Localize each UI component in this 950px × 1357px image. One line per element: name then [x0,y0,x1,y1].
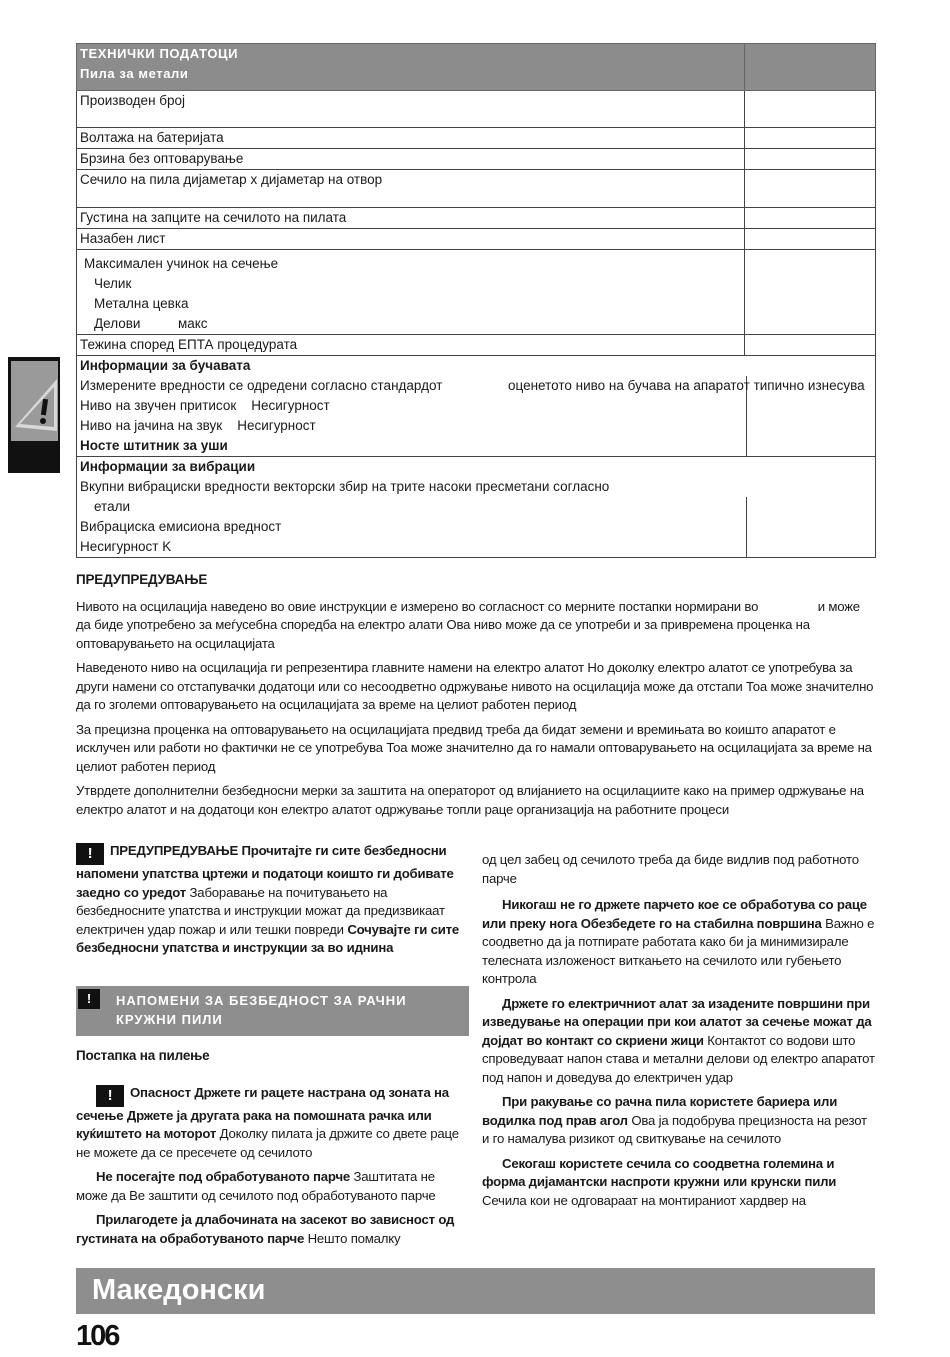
value-cell [745,229,876,250]
warning-text: може да биде употребено за меѓусебна споредба на електро алати Ова ниво може да се употреби и за привремена проценка на оптоварувањето на осцилацијата [76,598,860,651]
warning-icon: ! [76,843,104,865]
safety-warning-bold: ПРЕДУПРЕДУВАЊЕ Прочитајте ги сите безбедносни напомени упатства цртежи и податоци коишто ги добивате заедно со уредот [76,843,454,900]
warning-paragraph: Утврдете дополнителни безбедносни мерки за заштита на операторот од влијанието на осцилациите како на пример одржување на електро алатот и на додатоци кон електро алатот одржување топли раце организација на работните процеси [76,783,864,817]
warning-paragraph [76,598,876,654]
table-row [77,229,876,250]
warning-text: Нивото на осцилација наведено во овие инструкции е измерено во согласност со мерните постапки нормирани во [76,598,759,614]
side-tab-panel [11,361,58,441]
value-cell [745,91,876,128]
insulated-paragraph [482,995,875,1088]
warning-paragraph: Наведеното ниво на осцилација ги репрезентира главните намени на електро алатот Но доколку електро алатот се употребува за други намени со отстапувачки додатоци или со несоодветно одржување нивото на осцилација може да отстапи Тоа може значително да го зголеми оптоварувањето на осцилацијата за време на целиот работен период [76,660,874,712]
row-label: Производен број [77,91,745,128]
noise-info-cell [77,356,876,457]
blade-bold: Секогаш користете сечила со соодветна големина и форма дијамантски наспроти кружни или крунски пили [482,1155,837,1189]
table-row [77,335,876,356]
language-label: Македонски [92,1274,266,1306]
row-label: Делови макс [94,316,208,331]
sound-pressure-label: Ниво на звучен притисок Несигурност [80,398,330,413]
procedure-heading: Постапка на пилење [76,1048,210,1063]
vibration-total: Вкупни вибрациски вредности векторски збир на трите насоки пресметани согласно [80,479,610,494]
value-cell [745,170,876,208]
value-cell [745,128,876,149]
warning-icon: ! [96,1085,124,1107]
under-text: Заштитата не може да Ве заштити од сечилото под обработуваното парче [76,1169,436,1203]
table-row [77,170,876,208]
continued-text: од цел забец од сечилото треба да биде видлив под работното парче [482,852,859,886]
row-label: Назабен лист [77,229,745,250]
under-paragraph [76,1168,464,1205]
rip-fence-text: Ова ја подобрува прецизноста на резот и го намалува ризикот од свиткување на сечилото [482,1112,867,1146]
insulated-bold: Држете го електричниот алат за изадените површини при изведување на операции при кои алатот за сечење можат да дојдат во контакт со скриени жици [482,995,872,1048]
warning-heading: ПРЕДУПРЕДУВАЊЕ [76,572,208,587]
table-row [77,457,876,558]
danger-paragraph [76,1084,464,1163]
page-number: 106 [76,1320,119,1352]
table-subtitle: Пила за метали [80,66,189,81]
danger-bold: Опасност Држете ги рацете настрана од зоната на сечење Држете ја другата рака на помошната рачка или куќиштето на моторот [76,1084,449,1141]
table-row [77,208,876,229]
vibration-metals: етали [94,499,131,514]
safety-keep-note: Сочувајте ги сите безбедносни упатства и инструкции за во иднина [76,921,460,955]
warning-icon: ! [78,989,100,1009]
blade-text: Сечила кои не одговараат на монтираниот хардвер на [482,1192,806,1208]
row-label: Сечило на пила дијаметар x дијаметар на отвор [77,170,745,208]
warning-icon [11,361,58,441]
table-row [77,91,876,128]
under-bold: Не посегајте под обработуваното парче [96,1169,351,1184]
safety-warning-text: Заборавање на почитувањето на безбедносните упатства и инструкции можат да предизвикаат електричен удар пожар и или тешки повреди [76,884,445,937]
danger-text: Доколку пилата ја држите со двете раце не можете да се пресечете од сечилото [76,1126,459,1160]
warning-paragraph: За прецизна проценка на оптоварувањето на осцилацијата предвид треба да бидат земени и времињата во коишто апаратот е исклучен или работи но фактички не се употребува Тоа може значително да го намали оптоварувањето на осцилацијата за време на целиот работен период [76,721,872,774]
table-row [77,250,876,335]
row-label: Тежина според ЕПТА процедурата [77,335,745,356]
insulated-text: Контактот со водови што спроведуваат напон става и метални делови од електро апаратот под напон и доведува до електричен удар [482,1032,875,1085]
safety-warning-paragraph [76,842,464,958]
blade-paragraph [482,1155,875,1211]
language-side-tab [8,357,60,473]
language-footer-bar [76,1268,875,1314]
right-column [482,851,875,1216]
left-column [76,842,464,964]
noise-level-note: оценетото ниво на бучава на апаратот типично изнесува [508,378,865,393]
section-title: НАПОМЕНИ ЗА БЕЗБЕДНОСТ ЗА РАЧНИ КРУЖНИ ПИЛИ [116,993,407,1027]
row-label: Максимален учинок на сечење [84,256,279,271]
depth-text: Нешто помалку [307,1230,401,1246]
row-label: Брзина без оптоварување [77,149,745,170]
value-cell [745,149,876,170]
row-label: Густина на запците на сечилото на пилата [77,208,745,229]
row-label: Метална цевка [94,296,189,311]
warning-text: и [817,598,825,614]
value-cell [745,44,876,91]
noise-title: Информации за бучавата [80,358,251,373]
never-bold: Никогаш не го држете парчето кое се обработува со раце или преку нога Обезбедете го на стабилна површина [482,897,867,931]
vibration-title: Информации за вибрации [80,459,256,474]
vibration-info-cell [77,457,876,558]
table-title: ТЕХНИЧКИ ПОДАТОЦИ [80,46,239,61]
rip-fence-bold: При ракување со рачна пила користете бариера или водилка под прав агол [482,1094,838,1128]
never-paragraph [482,896,875,989]
sound-power-label: Ниво на јачина на звук Несигурност [80,418,316,433]
vibration-emission: Вибрациска емисиона вредност [80,519,282,534]
table-row [77,149,876,170]
table-header [77,44,876,91]
rip-fence-paragraph [482,1093,875,1149]
depth-paragraph [76,1211,464,1248]
depth-bold: Прилагодете ја длабочината на засекот во зависност од густината на обработуваното парче [76,1212,455,1246]
row-label: Волтажа на батеријата [77,128,745,149]
never-text: Важно е соодветно да ја потпирате работата како би ја минимизирале телесната изложеност виткањето на сечилото или губењето контрола [482,915,875,986]
table-row [77,356,876,457]
value-cell [745,208,876,229]
value-cell [745,335,876,356]
left-column-lower [76,1047,464,1254]
vibration-uncertainty: Несигурност K [80,539,172,554]
section-title-bar [76,986,469,1036]
noise-standard: Измерените вредности се одредени согласно стандардот [80,378,443,393]
value-cell [745,250,876,335]
table-row [77,128,876,149]
row-label: Челик [94,276,132,291]
technical-data-table [76,43,876,558]
vibration-warning-section [76,571,876,825]
ear-protection-note: Носте штитник за уши [80,438,228,453]
